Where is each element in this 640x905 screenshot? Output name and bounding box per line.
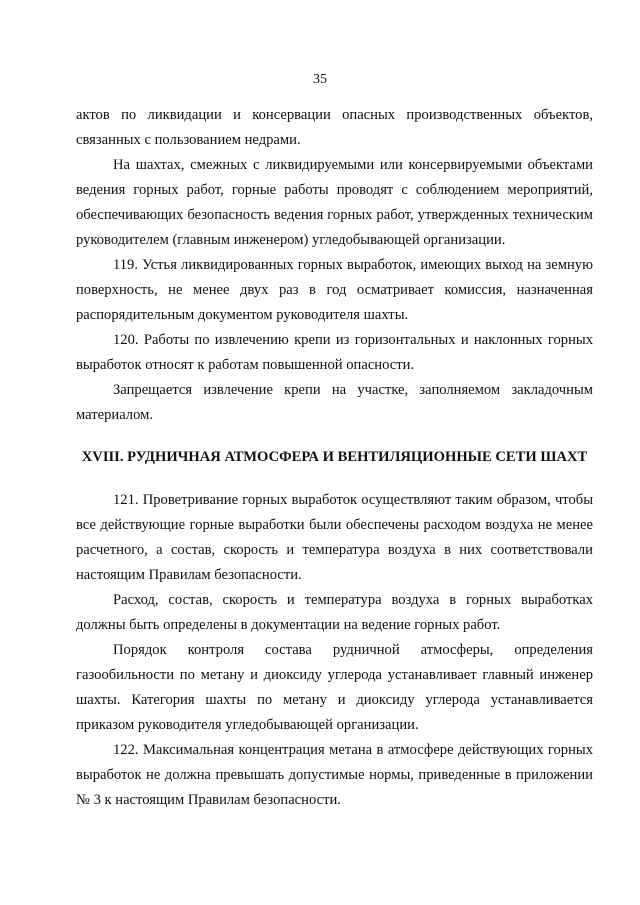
paragraph-adjacent-mines: На шахтах, смежных с ликвидируемыми или консервируемыми объектами ведения горных работ, горные работы проводят с соблюдением мероприятий, обеспечивающих безопасность ведения горных работ, утвержденных техническим руководителем (главным инженером) угледобывающей организации. (76, 157, 593, 248)
section-heading: XVIII. РУДНИЧНАЯ АТМОСФЕРА И ВЕНТИЛЯЦИОННЫЕ СЕТИ ШАХТ (81, 449, 588, 465)
paragraph-120: 120. Работы по извлечению крепи из горизонтальных и наклонных горных выработок относят к работам повышенной опасности. (76, 332, 593, 373)
paragraph-continuation-end: связанных с пользованием недрами. (76, 132, 301, 148)
paragraph-119: 119. Устья ликвидированных горных выработок, имеющих выход на земную поверхность, не менее двух раз в год осматривает комиссия, назначенная распорядительным документом руководителя шахты. (76, 257, 593, 323)
document-body (76, 103, 593, 813)
page-number: 35 (313, 72, 327, 87)
paragraph-prohibition: Запрещается извлечение крепи на участке, заполняемом закладочным материалом. (76, 382, 593, 423)
paragraph-121: 121. Проветривание горных выработок осуществляют таким образом, чтобы все действующие горные выработки были обеспечены расходом воздуха не менее расчетного, а состав, скорость и температура воздуха в них соответствовали настоящим Правилам безопасности. (76, 492, 593, 583)
paragraph-air-flow: Расход, состав, скорость и температура воздуха в горных выработках должны быть определены в документации на ведение горных работ. (76, 592, 593, 633)
paragraph-atmosphere-control: Порядок контроля состава рудничной атмосферы, определения газообильности по метану и диоксиду углерода устанавливает главный инженер шахты. Категория шахты по метану и диоксиду углерода устанавливается приказом руководителя угледобывающей организации. (76, 642, 593, 733)
paragraph-continuation-line: актов по ликвидации и консервации опасных производственных объектов, (76, 107, 593, 123)
paragraph-122: 122. Максимальная концентрация метана в атмосфере действующих горных выработок не должна превышать допустимые нормы, приведенные в приложении № 3 к настоящим Правилам безопасности. (76, 742, 593, 808)
